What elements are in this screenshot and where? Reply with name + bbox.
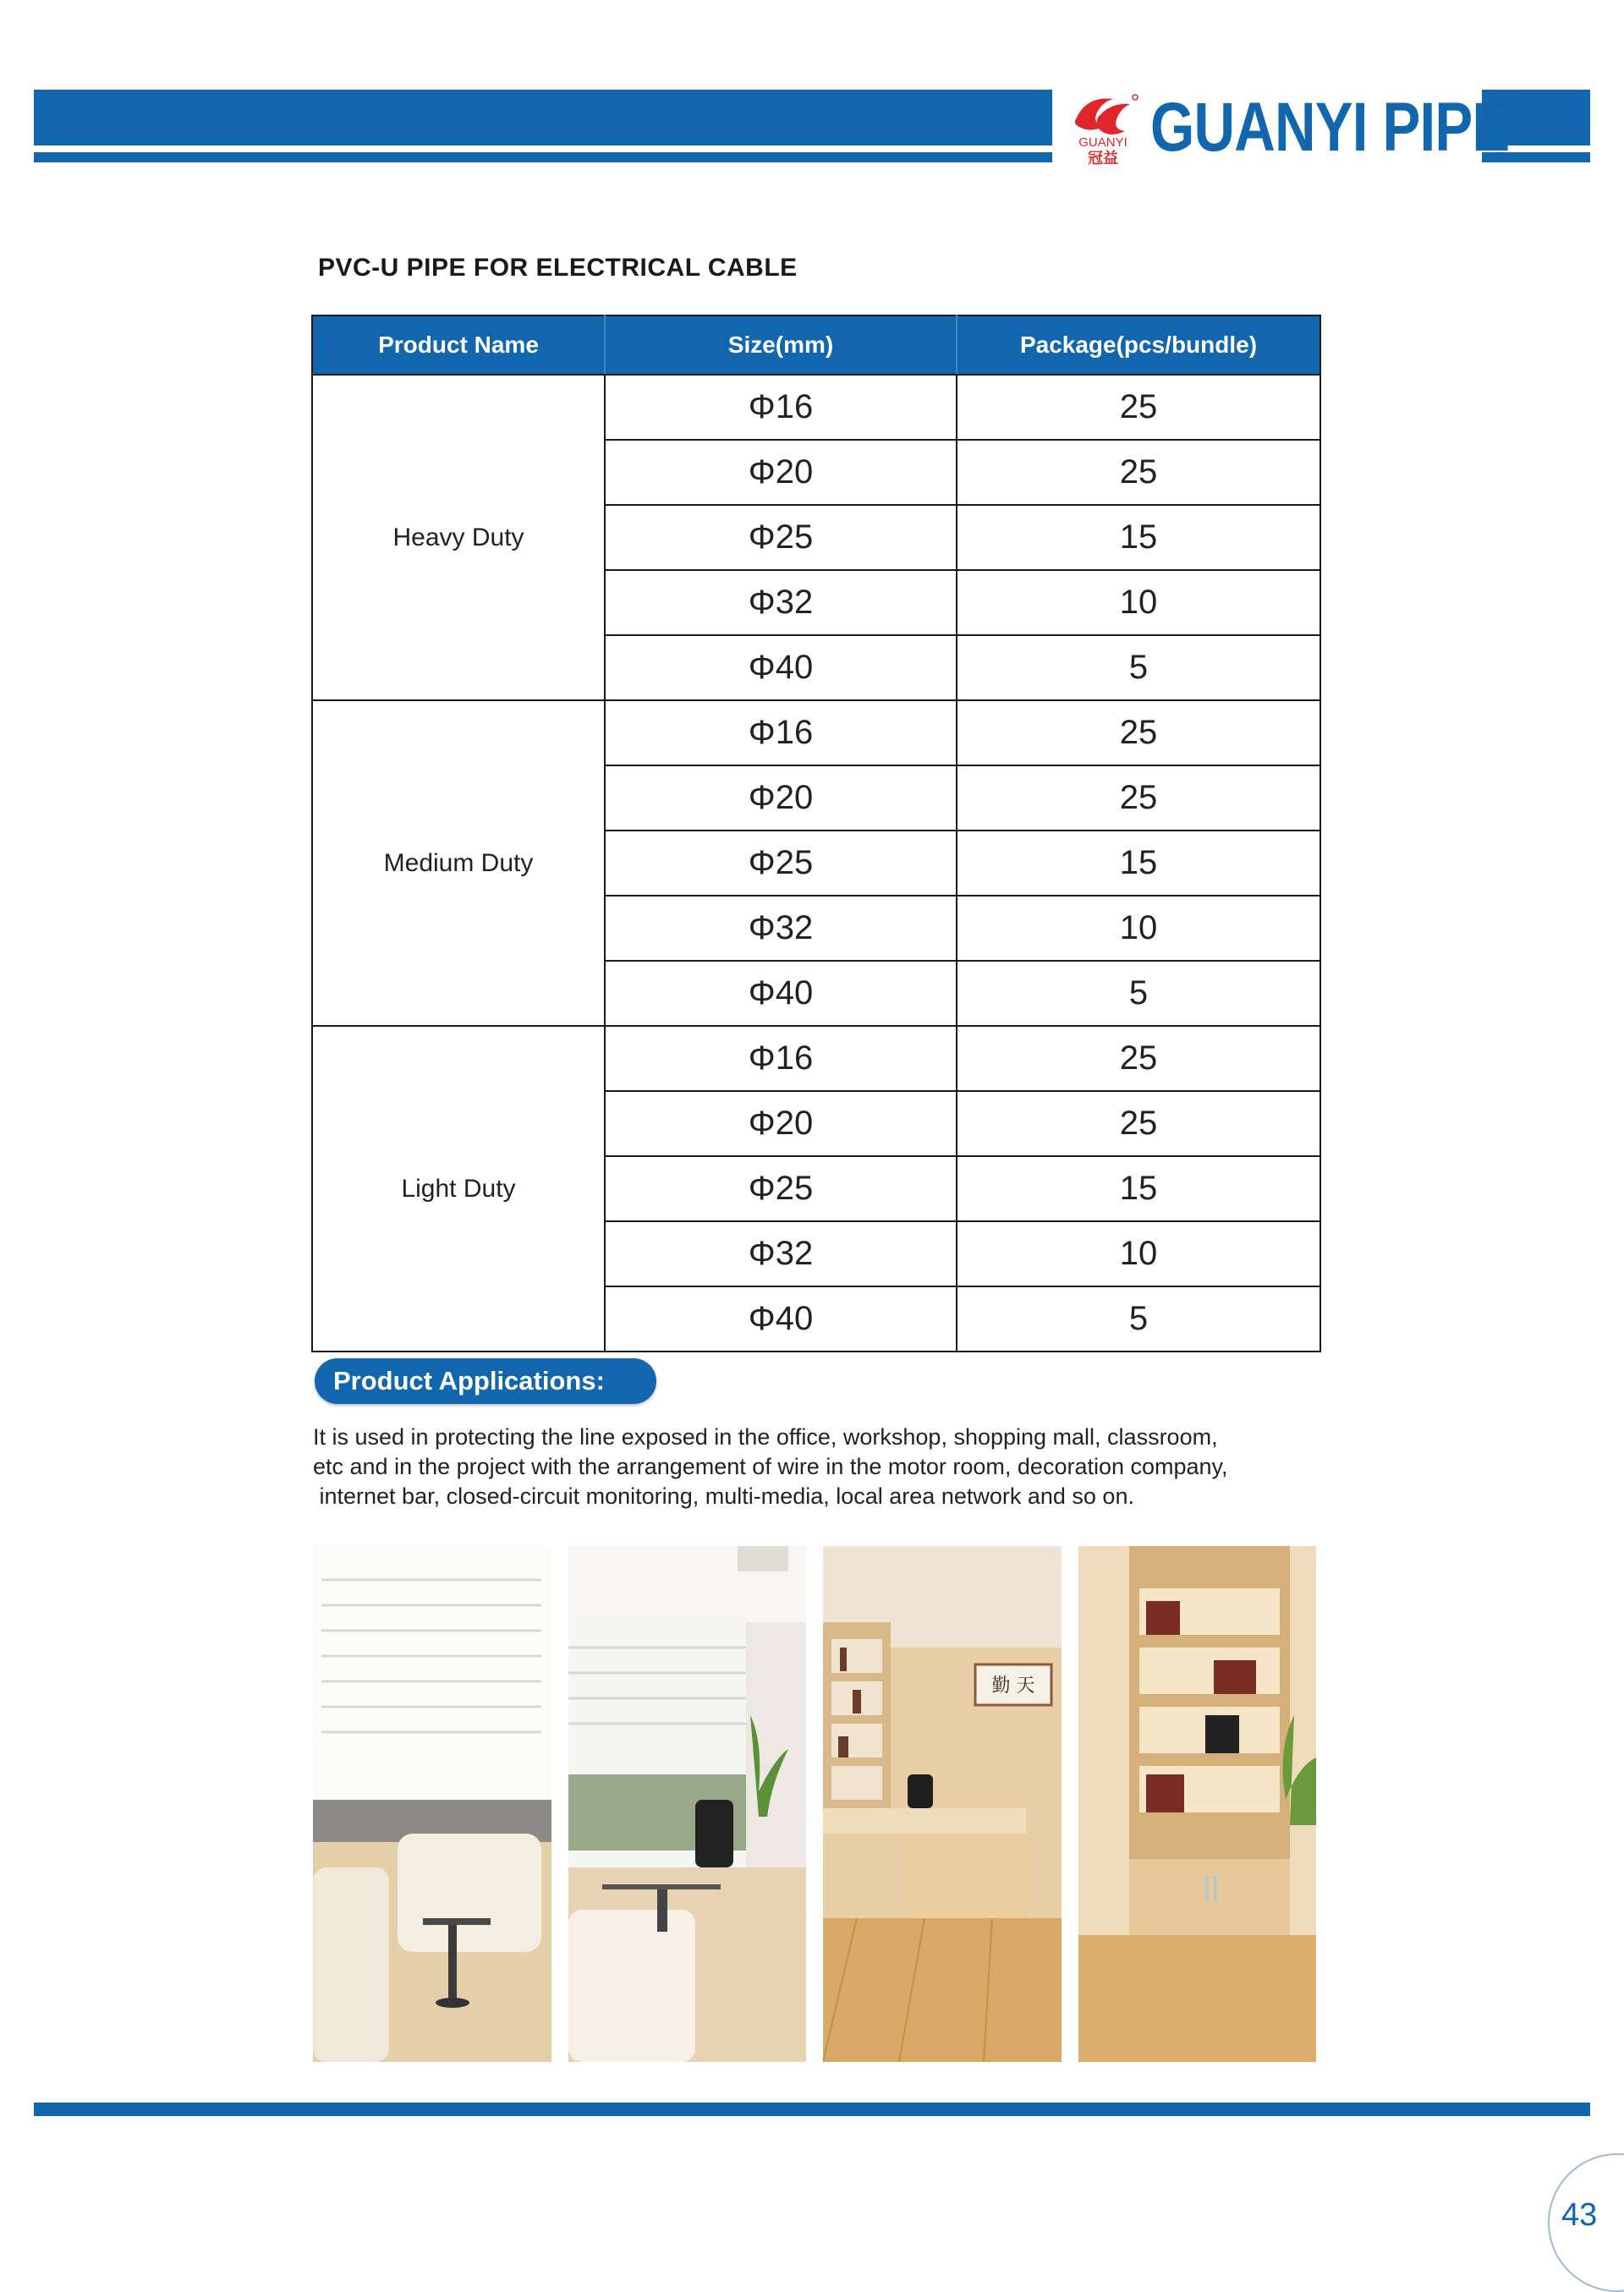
package-cell: 25	[957, 375, 1320, 440]
package-cell: 5	[957, 961, 1320, 1026]
package-cell: 15	[957, 505, 1320, 570]
applications-line: It is used in protecting the line exposed in the office, workshop, shopping mall, classroom,	[313, 1424, 1218, 1450]
package-cell: 10	[957, 896, 1320, 961]
col-header-size: Size(mm)	[605, 315, 957, 375]
col-header-package: Package(pcs/bundle)	[957, 315, 1320, 375]
size-cell: Φ25	[605, 505, 957, 570]
applications-line: internet bar, closed-circuit monitoring, multi-media, local area network and so on.	[313, 1483, 1134, 1509]
office-meeting-photo	[568, 1546, 806, 2062]
size-cell: Φ25	[605, 1156, 957, 1221]
size-cell: Φ16	[605, 375, 957, 440]
package-cell: 15	[957, 1156, 1320, 1221]
size-cell: Φ16	[605, 700, 957, 765]
product-name-cell: Heavy Duty	[312, 375, 605, 700]
size-cell: Φ32	[605, 1221, 957, 1286]
table-header-row	[312, 315, 1320, 375]
size-cell: Φ20	[605, 440, 957, 505]
page-number: 43	[1561, 2197, 1598, 2233]
guanyi-logo-icon	[1061, 85, 1145, 170]
applications-line: etc and in the project with the arrangement of wire in the motor room, decoration company,	[313, 1454, 1228, 1479]
package-cell: 25	[957, 1091, 1320, 1156]
size-cell: Φ16	[605, 1026, 957, 1091]
col-header-product-name: Product Name	[312, 315, 605, 375]
size-cell: Φ20	[605, 765, 957, 831]
package-cell: 25	[957, 765, 1320, 831]
package-cell: 10	[957, 570, 1320, 635]
applications-description	[313, 1423, 1328, 1511]
brand-logo	[1061, 81, 1510, 174]
product-name-cell: Medium Duty	[312, 700, 605, 1026]
size-cell: Φ32	[605, 570, 957, 635]
logo-text-en: GUANYI	[1078, 135, 1127, 150]
size-cell: Φ20	[605, 1091, 957, 1156]
svg-text:勤 天: 勤 天	[991, 1675, 1035, 1697]
office-lounge-photo	[313, 1546, 551, 2062]
package-cell: 15	[957, 831, 1320, 896]
table-row	[312, 700, 1320, 765]
size-cell: Φ32	[605, 896, 957, 961]
executive-office-photo	[823, 1546, 1062, 2062]
package-cell: 10	[957, 1221, 1320, 1286]
product-name-cell: Light Duty	[312, 1026, 605, 1352]
header-bar-thin	[34, 152, 1052, 162]
size-cell: Φ25	[605, 831, 957, 896]
package-cell: 25	[957, 700, 1320, 765]
size-cell: Φ40	[605, 961, 957, 1026]
table-row	[312, 375, 1320, 440]
header-bar	[34, 90, 1052, 145]
applications-heading: Product Applications:	[315, 1358, 656, 1404]
table-row	[312, 1026, 1320, 1091]
brand-name: GUANYI PIPE	[1150, 89, 1510, 166]
size-cell: Φ40	[605, 635, 957, 700]
size-cell: Φ40	[605, 1286, 957, 1352]
package-cell: 25	[957, 1026, 1320, 1091]
package-cell: 25	[957, 440, 1320, 505]
spec-table	[311, 315, 1321, 1352]
footer-bar	[34, 2103, 1590, 2116]
page-title: PVC-U PIPE FOR ELECTRICAL CABLE	[318, 254, 798, 282]
bookshelf-office-photo	[1078, 1546, 1316, 2062]
package-cell: 5	[957, 1286, 1320, 1352]
package-cell: 5	[957, 635, 1320, 700]
logo-text-cn: 冠益	[1088, 150, 1118, 167]
